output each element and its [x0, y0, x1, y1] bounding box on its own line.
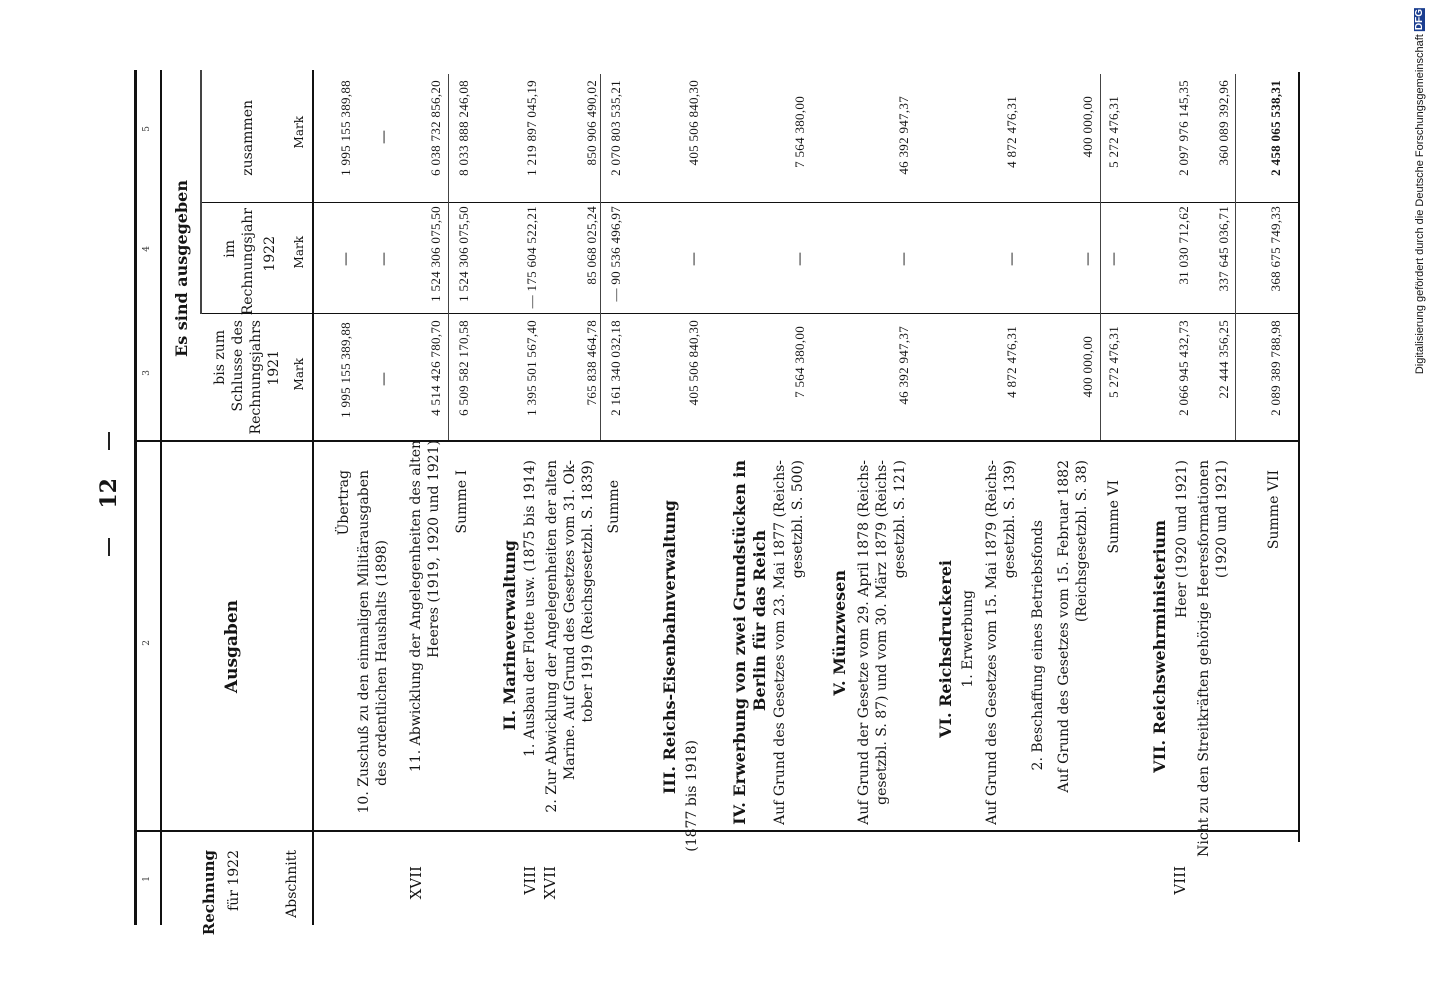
page-number: 12	[96, 478, 122, 509]
row-2-2-c5: 850 906 490,02	[584, 80, 599, 166]
section-7-sum: Summe VII	[1266, 470, 1282, 550]
row-summe2-text: Summe	[606, 480, 622, 534]
section-6-title: VI. Reichsdruckerei	[936, 560, 955, 738]
section-6-c5a: 4 872 476,31	[1004, 96, 1019, 168]
col-number-4: 4	[142, 246, 152, 252]
row-uebertrag-c5: 1 995 155 389,88	[338, 80, 353, 176]
col-number-5: 5	[142, 126, 152, 132]
col-number-3: 3	[142, 370, 152, 376]
section-7-c5b: 360 089 392,96	[1216, 80, 1231, 166]
header-col3-line4: 1921	[266, 350, 282, 386]
row-uebertrag-text: Übertrag	[336, 470, 352, 536]
col-number-2: 2	[142, 640, 152, 646]
section-7-t1: Heer (1920 und 1921)	[1174, 460, 1190, 618]
section-6-c4s: —	[1106, 252, 1122, 266]
group-header-underline	[200, 70, 202, 314]
row-summe1-c3: 6 509 582 170,58	[456, 320, 471, 416]
row-summe2-c3: 2 161 340 032,18	[608, 320, 623, 416]
section-4-c3: 7 564 380,00	[792, 326, 807, 398]
section-3-c4: —	[686, 252, 702, 266]
header-ausgaben: Ausgaben	[222, 600, 242, 694]
row-2-2-text1: 2. Zur Abwicklung der Angelegenheiten der alten	[544, 460, 560, 813]
row-10-c5: —	[376, 130, 392, 144]
section-3-title: III. Reichs-Eisenbahnverwaltung	[660, 500, 679, 795]
header-group-ausgegeben: Es sind ausgegeben	[172, 180, 191, 357]
row-11-abschnitt: XVII	[407, 866, 425, 900]
header-col4-unit: Mark	[292, 236, 306, 269]
row-11-c5: 6 038 732 856,20	[428, 80, 443, 176]
section-5-c3: 46 392 947,37	[896, 326, 911, 405]
row-2-2-text3: tober 1919 (Reichsgesetzbl. S. 1839)	[580, 460, 596, 723]
row-2-1-c3: 1 395 501 567,40	[524, 320, 539, 416]
sum2-rule	[600, 74, 601, 440]
row-10-c3: —	[376, 372, 392, 386]
section-6-sub2: 2. Beschaffung eines Betriebsfonds	[1030, 520, 1046, 771]
section-7-c5a: 2 097 976 145,35	[1176, 80, 1191, 176]
section-4-c5: 7 564 380,00	[792, 96, 807, 168]
row-2-2-text2: Marine. Auf Grund des Gesetzes vom 31. Ok-	[562, 460, 578, 781]
row-2-1-c5: 1 219 897 045,19	[524, 80, 539, 176]
section-6-c3b: 400 000,00	[1080, 336, 1095, 398]
row-summe1-c5: 8 033 888 246,08	[456, 80, 471, 176]
row-uebertrag-c4: —	[338, 252, 354, 266]
section-6-t1b: gesetzbl. S. 139)	[1002, 460, 1018, 579]
digitization-note	[1414, 8, 1430, 388]
page-number-dash-top	[108, 432, 110, 450]
row-2-1-abschnitt: VIII	[521, 866, 539, 895]
header-rechnung: Rechnung	[200, 850, 218, 936]
section-7-t2b: (1920 und 1921)	[1214, 460, 1230, 579]
row-11-text2: Heeres (1919, 1920 und 1921)	[426, 440, 442, 658]
header-col4-line3: 1922	[262, 236, 278, 272]
row-summe1-text: Summe I	[454, 470, 470, 534]
section-7-c4b: 337 645 036,71	[1216, 206, 1231, 292]
header-col4-line1: im	[222, 240, 238, 258]
header-col3-line2: Schlusse des	[230, 320, 246, 412]
section-3-text: (1877 bis 1918)	[684, 740, 700, 852]
header-fuer-1922: für 1922	[226, 850, 242, 911]
section-6-c3s: 5 272 476,31	[1106, 326, 1121, 398]
section-2-title: II. Marineverwaltung	[500, 540, 519, 731]
row-uebertrag-c3: 1 995 155 389,88	[338, 322, 353, 418]
section-5-title: V. Münzwesen	[830, 570, 849, 696]
section-6-c3a: 4 872 476,31	[1004, 326, 1019, 398]
col-divider-2-3	[134, 440, 1300, 442]
page-number-dash-bottom	[108, 538, 110, 556]
section-7-c3a: 2 066 945 432,73	[1176, 320, 1191, 416]
col-number-1: 1	[142, 876, 152, 882]
section-6-sum: Summe VI	[1106, 480, 1122, 554]
row-11-text1: 11. Abwicklung der Angelegenheiten des alten	[408, 440, 424, 773]
section-5-c5: 46 392 947,37	[896, 96, 911, 175]
row-10-text1: 10. Zuschuß zu den einmaligen Militärausgaben	[356, 470, 372, 814]
row-summe2-c5: 2 070 803 535,21	[608, 80, 623, 176]
section-7-c3s: 2 089 389 788,98	[1268, 320, 1283, 416]
col-divider-3-4	[200, 313, 1298, 314]
header-zusammen: zusammen	[240, 100, 256, 176]
header-abschnitt: Abschnitt	[284, 850, 300, 918]
section-6-t2b: (Reichsgesetzbl. S. 38)	[1074, 460, 1090, 623]
section-7-t2a: Nicht zu den Streitkräften gehörige Heeresformationen	[1196, 460, 1212, 857]
section-6-t2a: Auf Grund des Gesetzes vom 15. Februar 1882	[1056, 460, 1072, 793]
section-7-c4s: 368 675 749,33	[1268, 206, 1283, 292]
section-4-title2: Berlin für das Reich	[750, 530, 769, 712]
section-6-c5b: 400 000,00	[1080, 96, 1095, 158]
row-2-1-text: 1. Ausbau der Flotte usw. (1875 bis 1914)	[522, 460, 538, 758]
sum1-rule	[448, 74, 449, 440]
section-5-text3: gesetzbl. S. 121)	[892, 460, 908, 579]
row-2-2-c3: 765 838 464,78	[584, 320, 599, 406]
header-col4-line2: Rechnungsjahr	[240, 208, 256, 316]
col-divider-1-2	[134, 830, 1300, 832]
header-bottom-rule	[312, 70, 314, 925]
row-10-text2: des ordentlichen Haushalts (1898)	[374, 540, 390, 786]
section-5-text2: gesetzbl. S. 87) und vom 30. März 1879 (Reichs-	[874, 460, 890, 805]
row-10-c4: —	[376, 252, 392, 266]
section-4-text2: gesetzbl. S. 500)	[790, 460, 806, 579]
section-6-c5s: 5 272 476,31	[1106, 96, 1121, 168]
section-6-sub1: 1. Erwerbung	[960, 590, 976, 688]
section-5-text1: Auf Grund der Gesetze vom 29. April 1878 (Reichs-	[856, 460, 872, 825]
row-2-2-abschnitt: XVII	[541, 866, 559, 900]
section-7-title: VII. Reichswehrministerium	[1150, 520, 1169, 773]
section-7-c3b: 22 444 356,25	[1216, 320, 1231, 399]
col-divider-4-5	[200, 202, 1298, 203]
section-4-text1: Auf Grund des Gesetzes vom 23. Mai 1877 (Reichs-	[772, 460, 788, 825]
section-3-c5: 405 506 840,30	[686, 80, 701, 166]
section-3-c3: 405 506 840,30	[686, 320, 701, 406]
sum6-rule	[1100, 74, 1101, 440]
section-6-c4a: —	[1004, 252, 1020, 266]
section-4-c4: —	[792, 252, 808, 266]
digitization-note-text: Digitalisierung gefördert durch die Deutsche Forschungsgemeinschaft	[1414, 34, 1426, 375]
section-7-c5s: 2 458 065 538,31	[1268, 80, 1283, 176]
row-summe1-c4: 1 524 306 075,50	[456, 206, 471, 302]
header-col3-line3: Rechnungsjahrs	[248, 320, 264, 435]
section-5-c4: —	[896, 252, 912, 266]
row-summe2-c4: — 90 536 496,97	[608, 206, 623, 302]
section-4-title1: IV. Erwerbung von zwei Grundstücken in	[730, 460, 749, 825]
table-bottom-rule	[1298, 72, 1300, 842]
row-2-1-c4: — 175 604 522,21	[524, 206, 539, 309]
sum7-rule	[1235, 74, 1236, 440]
row-2-2-c4: 85 068 025,24	[584, 206, 599, 285]
header-column-divider-1	[160, 70, 162, 925]
dfg-logo: DFG	[1414, 9, 1425, 31]
header-col3-unit: Mark	[292, 358, 306, 391]
section-6-c4b: —	[1080, 252, 1096, 266]
section-6-t1a: Auf Grund des Gesetzes vom 15. Mai 1879 (Reichs-	[984, 460, 1000, 825]
row-11-c4: 1 524 306 075,50	[428, 206, 443, 302]
row-11-c3: 4 514 426 780,70	[428, 320, 443, 416]
table-top-rule	[134, 70, 137, 925]
section-7-c4a: 31 030 712,62	[1176, 206, 1191, 285]
header-col5-unit: Mark	[292, 116, 306, 149]
section-7-abschnitt: VIII	[1171, 866, 1189, 895]
header-col3-line1: bis zum	[212, 330, 228, 385]
